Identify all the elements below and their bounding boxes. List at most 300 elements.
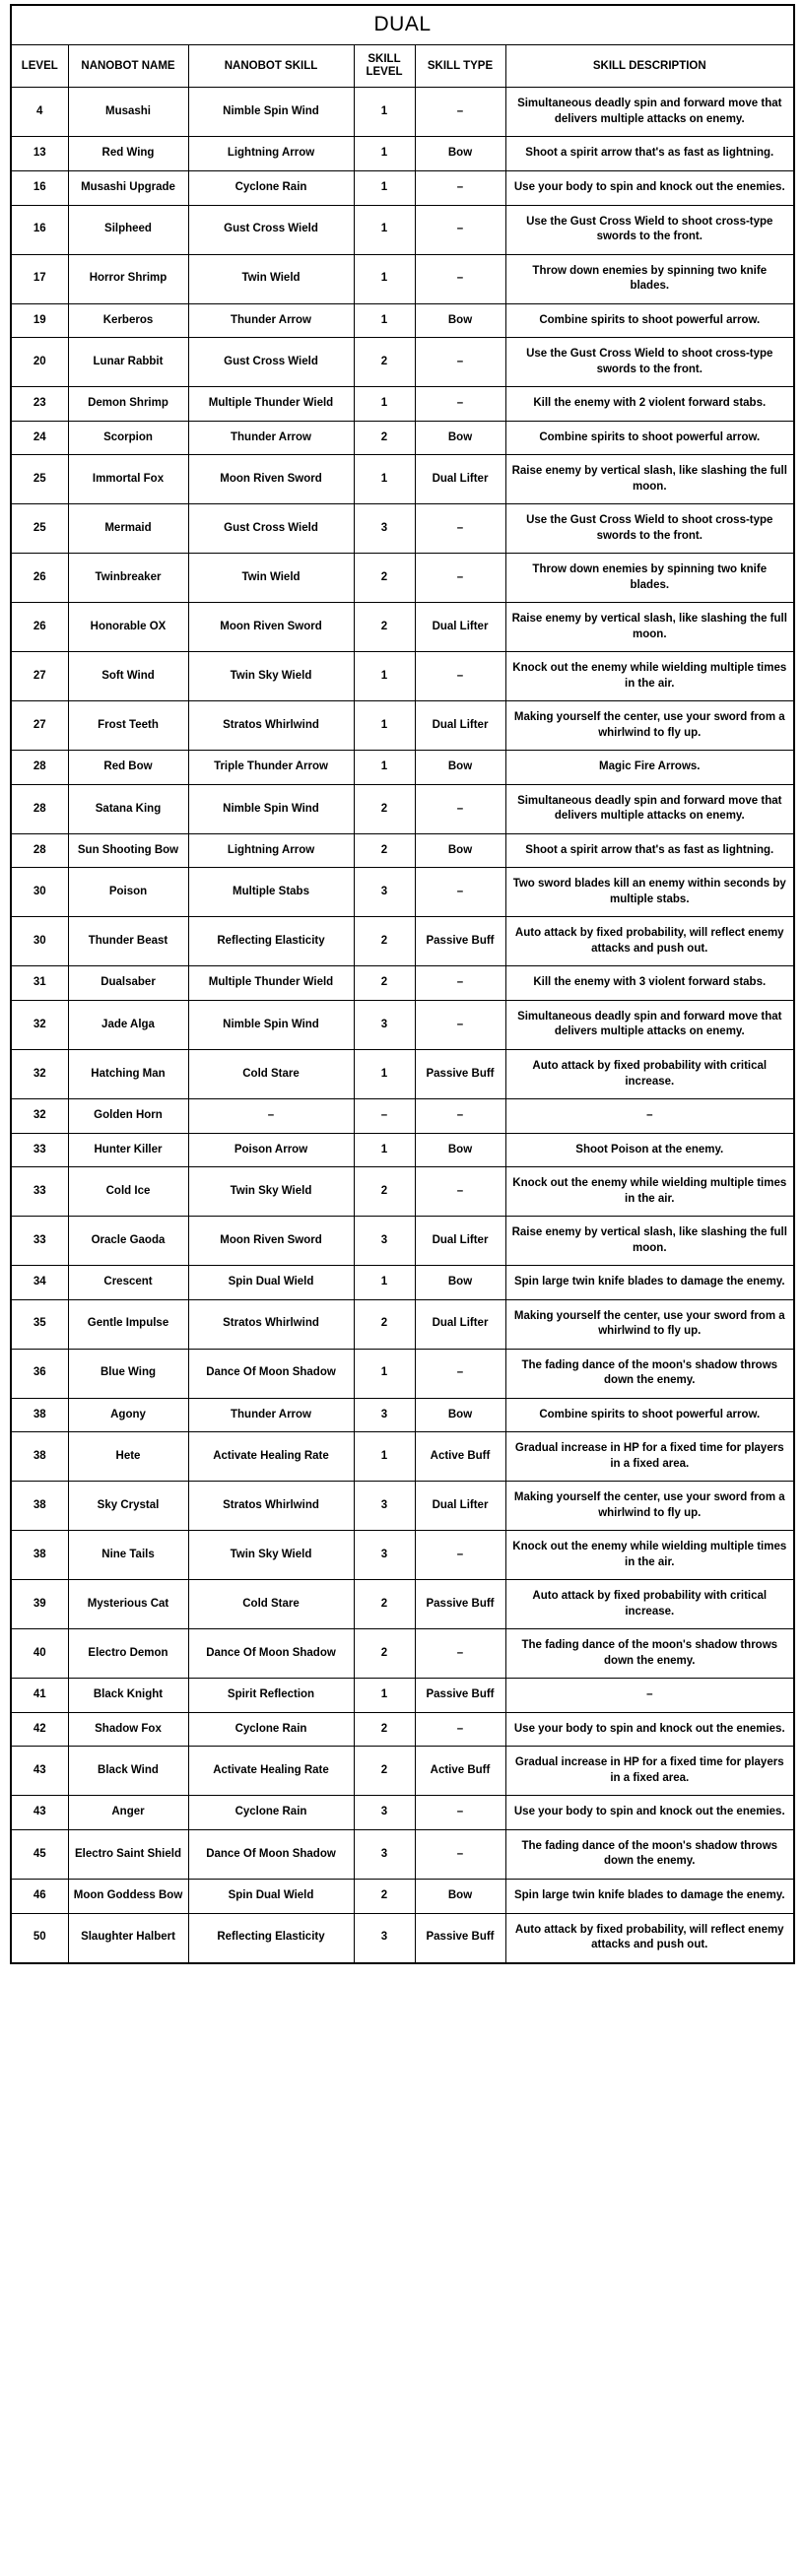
cell-skill-level: 1 (354, 1349, 415, 1398)
cell-nanobot-skill: Twin Sky Wield (188, 1167, 354, 1217)
table-row (11, 88, 794, 137)
cell-level: 26 (11, 554, 68, 603)
cell-nanobot-skill: Twin Sky Wield (188, 1531, 354, 1580)
cell-level: 17 (11, 254, 68, 303)
cell-level: 43 (11, 1747, 68, 1796)
cell-level: 23 (11, 387, 68, 422)
cell-skill-level: 3 (354, 504, 415, 554)
cell-level: 43 (11, 1796, 68, 1830)
cell-nanobot-skill: Lightning Arrow (188, 137, 354, 171)
cell-skill-type: – (415, 1167, 505, 1217)
cell-skill-type: Active Buff (415, 1432, 505, 1482)
cell-skill-type: Bow (415, 1398, 505, 1432)
table-row (11, 1398, 794, 1432)
cell-skill-description: – (505, 1099, 794, 1134)
cell-level: 39 (11, 1580, 68, 1629)
table-row (11, 868, 794, 917)
cell-nanobot-skill: Multiple Thunder Wield (188, 966, 354, 1001)
cell-skill-type: Passive Buff (415, 1050, 505, 1099)
column-header-skill-description: SKILL DESCRIPTION (505, 45, 794, 88)
table-row (11, 1531, 794, 1580)
cell-nanobot-name: Kerberos (68, 303, 188, 338)
cell-skill-type: – (415, 88, 505, 137)
table-row (11, 1580, 794, 1629)
table-body (11, 88, 794, 1963)
cell-level: 28 (11, 751, 68, 785)
cell-level: 41 (11, 1679, 68, 1713)
cell-skill-type: Passive Buff (415, 1580, 505, 1629)
cell-skill-description: – (505, 1679, 794, 1713)
cell-skill-level: 1 (354, 751, 415, 785)
cell-nanobot-name: Hatching Man (68, 1050, 188, 1099)
cell-nanobot-skill: Stratos Whirlwind (188, 1299, 354, 1349)
cell-nanobot-skill: Cyclone Rain (188, 1712, 354, 1747)
cell-skill-level: 3 (354, 1217, 415, 1266)
cell-skill-level: 3 (354, 1796, 415, 1830)
cell-skill-level: 1 (354, 88, 415, 137)
cell-level: 38 (11, 1398, 68, 1432)
table-row (11, 1349, 794, 1398)
cell-level: 31 (11, 966, 68, 1001)
table-row (11, 1879, 794, 1913)
cell-nanobot-name: Golden Horn (68, 1099, 188, 1134)
cell-skill-description: Use the Gust Cross Wield to shoot cross-type swords to the front. (505, 504, 794, 554)
table-row (11, 421, 794, 455)
cell-nanobot-name: Dualsaber (68, 966, 188, 1001)
cell-skill-level: 3 (354, 868, 415, 917)
cell-nanobot-name: Twinbreaker (68, 554, 188, 603)
cell-skill-description: Use the Gust Cross Wield to shoot cross-type swords to the front. (505, 338, 794, 387)
cell-skill-type: – (415, 652, 505, 701)
table-row (11, 387, 794, 422)
cell-nanobot-name: Hunter Killer (68, 1133, 188, 1167)
cell-skill-description: Use your body to spin and knock out the enemies. (505, 170, 794, 205)
cell-nanobot-name: Gentle Impulse (68, 1299, 188, 1349)
cell-nanobot-skill: Cold Stare (188, 1580, 354, 1629)
cell-skill-level: 1 (354, 170, 415, 205)
cell-nanobot-name: Nine Tails (68, 1531, 188, 1580)
nanobot-skill-table (10, 4, 795, 1964)
table-row (11, 303, 794, 338)
cell-nanobot-skill: Multiple Stabs (188, 868, 354, 917)
cell-skill-description: Throw down enemies by spinning two knife blades. (505, 554, 794, 603)
table-row (11, 170, 794, 205)
cell-skill-type: Bow (415, 1266, 505, 1300)
table-row (11, 1482, 794, 1531)
cell-skill-description: Combine spirits to shoot powerful arrow. (505, 303, 794, 338)
cell-nanobot-skill: Activate Healing Rate (188, 1432, 354, 1482)
cell-nanobot-name: Red Wing (68, 137, 188, 171)
cell-skill-level: 2 (354, 966, 415, 1001)
cell-level: 4 (11, 88, 68, 137)
cell-nanobot-skill: Cyclone Rain (188, 170, 354, 205)
table-row (11, 603, 794, 652)
cell-nanobot-name: Immortal Fox (68, 455, 188, 504)
cell-nanobot-skill: – (188, 1099, 354, 1134)
cell-level: 27 (11, 701, 68, 751)
cell-nanobot-skill: Moon Riven Sword (188, 603, 354, 652)
table-row (11, 1000, 794, 1049)
column-header-skill-level: SKILL LEVEL (354, 45, 415, 88)
cell-nanobot-name: Horror Shrimp (68, 254, 188, 303)
table-row (11, 1747, 794, 1796)
cell-skill-description: Knock out the enemy while wielding multiple times in the air. (505, 652, 794, 701)
cell-nanobot-name: Moon Goddess Bow (68, 1879, 188, 1913)
cell-skill-level: 3 (354, 1000, 415, 1049)
cell-skill-level: 1 (354, 1050, 415, 1099)
table-row (11, 1167, 794, 1217)
cell-nanobot-name: Cold Ice (68, 1167, 188, 1217)
cell-skill-type: Dual Lifter (415, 455, 505, 504)
cell-skill-level: 2 (354, 784, 415, 833)
cell-skill-description: Auto attack by fixed probability, will reflect enemy attacks and push out. (505, 917, 794, 966)
cell-skill-level: 2 (354, 421, 415, 455)
cell-skill-type: – (415, 784, 505, 833)
cell-nanobot-skill: Reflecting Elasticity (188, 1913, 354, 1963)
cell-nanobot-name: Oracle Gaoda (68, 1217, 188, 1266)
cell-nanobot-name: Hete (68, 1432, 188, 1482)
cell-nanobot-skill: Twin Wield (188, 554, 354, 603)
cell-nanobot-skill: Poison Arrow (188, 1133, 354, 1167)
cell-nanobot-name: Silpheed (68, 205, 188, 254)
cell-skill-type: – (415, 170, 505, 205)
cell-skill-description: Making yourself the center, use your sword from a whirlwind to fly up. (505, 1482, 794, 1531)
cell-level: 38 (11, 1531, 68, 1580)
cell-nanobot-name: Honorable OX (68, 603, 188, 652)
cell-nanobot-name: Mysterious Cat (68, 1580, 188, 1629)
table-row (11, 1266, 794, 1300)
cell-skill-description: Shoot a spirit arrow that's as fast as lightning. (505, 833, 794, 868)
cell-level: 28 (11, 833, 68, 868)
cell-skill-level: 2 (354, 1712, 415, 1747)
table-row (11, 1133, 794, 1167)
cell-skill-type: Dual Lifter (415, 1299, 505, 1349)
cell-skill-level: 2 (354, 1580, 415, 1629)
cell-skill-level: 1 (354, 254, 415, 303)
cell-skill-description: Auto attack by fixed probability with critical increase. (505, 1050, 794, 1099)
cell-skill-type: – (415, 1099, 505, 1134)
table-row (11, 254, 794, 303)
cell-skill-description: Raise enemy by vertical slash, like slashing the full moon. (505, 1217, 794, 1266)
cell-skill-description: Use the Gust Cross Wield to shoot cross-type swords to the front. (505, 205, 794, 254)
cell-skill-level: 3 (354, 1913, 415, 1963)
cell-skill-type: Bow (415, 137, 505, 171)
cell-skill-level: 2 (354, 554, 415, 603)
cell-skill-description: Knock out the enemy while wielding multiple times in the air. (505, 1531, 794, 1580)
cell-skill-description: Making yourself the center, use your sword from a whirlwind to fly up. (505, 1299, 794, 1349)
cell-nanobot-name: Musashi (68, 88, 188, 137)
cell-nanobot-skill: Activate Healing Rate (188, 1747, 354, 1796)
cell-skill-level: 1 (354, 1432, 415, 1482)
table-row (11, 1629, 794, 1679)
cell-skill-level: 3 (354, 1531, 415, 1580)
table-row (11, 1099, 794, 1134)
table-row (11, 751, 794, 785)
cell-nanobot-name: Sky Crystal (68, 1482, 188, 1531)
cell-level: 40 (11, 1629, 68, 1679)
cell-skill-level: 2 (354, 833, 415, 868)
cell-skill-description: Combine spirits to shoot powerful arrow. (505, 421, 794, 455)
cell-skill-type: Bow (415, 751, 505, 785)
cell-level: 13 (11, 137, 68, 171)
cell-level: 27 (11, 652, 68, 701)
cell-skill-level: 2 (354, 1299, 415, 1349)
cell-nanobot-name: Electro Saint Shield (68, 1829, 188, 1879)
cell-skill-description: Making yourself the center, use your sword from a whirlwind to fly up. (505, 701, 794, 751)
cell-level: 26 (11, 603, 68, 652)
cell-nanobot-skill: Gust Cross Wield (188, 338, 354, 387)
cell-skill-description: Raise enemy by vertical slash, like slashing the full moon. (505, 603, 794, 652)
cell-skill-level: 1 (354, 1266, 415, 1300)
table-row (11, 917, 794, 966)
cell-skill-level: 1 (354, 701, 415, 751)
cell-nanobot-skill: Moon Riven Sword (188, 1217, 354, 1266)
table-row (11, 1829, 794, 1879)
cell-nanobot-skill: Dance Of Moon Shadow (188, 1629, 354, 1679)
cell-nanobot-name: Mermaid (68, 504, 188, 554)
cell-nanobot-name: Crescent (68, 1266, 188, 1300)
cell-skill-level: 1 (354, 455, 415, 504)
cell-skill-type: Active Buff (415, 1747, 505, 1796)
cell-level: 42 (11, 1712, 68, 1747)
cell-nanobot-name: Lunar Rabbit (68, 338, 188, 387)
cell-nanobot-name: Black Knight (68, 1679, 188, 1713)
table-row (11, 137, 794, 171)
cell-skill-level: 1 (354, 652, 415, 701)
table-row (11, 504, 794, 554)
cell-skill-type: – (415, 1796, 505, 1830)
cell-level: 34 (11, 1266, 68, 1300)
table-row (11, 1796, 794, 1830)
table-row (11, 1299, 794, 1349)
cell-nanobot-name: Jade Alga (68, 1000, 188, 1049)
cell-level: 20 (11, 338, 68, 387)
table-row (11, 455, 794, 504)
cell-skill-type: – (415, 1349, 505, 1398)
cell-level: 50 (11, 1913, 68, 1963)
cell-level: 25 (11, 455, 68, 504)
cell-nanobot-skill: Stratos Whirlwind (188, 701, 354, 751)
cell-level: 24 (11, 421, 68, 455)
cell-skill-type: Dual Lifter (415, 1482, 505, 1531)
cell-skill-description: Kill the enemy with 3 violent forward stabs. (505, 966, 794, 1001)
cell-nanobot-skill: Nimble Spin Wind (188, 88, 354, 137)
cell-skill-type: – (415, 1531, 505, 1580)
table-row (11, 966, 794, 1001)
cell-level: 38 (11, 1482, 68, 1531)
cell-nanobot-name: Satana King (68, 784, 188, 833)
cell-skill-description: The fading dance of the moon's shadow throws down the enemy. (505, 1629, 794, 1679)
cell-nanobot-name: Agony (68, 1398, 188, 1432)
cell-skill-type: Bow (415, 421, 505, 455)
cell-nanobot-skill: Thunder Arrow (188, 421, 354, 455)
table-row (11, 338, 794, 387)
cell-nanobot-skill: Multiple Thunder Wield (188, 387, 354, 422)
cell-skill-level: 3 (354, 1398, 415, 1432)
cell-skill-type: Bow (415, 303, 505, 338)
cell-skill-description: Spin large twin knife blades to damage the enemy. (505, 1879, 794, 1913)
cell-skill-level: 2 (354, 1629, 415, 1679)
column-header-level: LEVEL (11, 45, 68, 88)
cell-skill-type: – (415, 1000, 505, 1049)
cell-skill-level: 1 (354, 1679, 415, 1713)
cell-skill-type: Dual Lifter (415, 701, 505, 751)
cell-nanobot-name: Scorpion (68, 421, 188, 455)
cell-skill-type: – (415, 966, 505, 1001)
cell-nanobot-skill: Cold Stare (188, 1050, 354, 1099)
cell-nanobot-skill: Reflecting Elasticity (188, 917, 354, 966)
table-row (11, 205, 794, 254)
table-row (11, 701, 794, 751)
table-row (11, 652, 794, 701)
table-row (11, 833, 794, 868)
page-title: DUAL (11, 5, 794, 45)
cell-skill-level: – (354, 1099, 415, 1134)
cell-skill-level: 2 (354, 1747, 415, 1796)
cell-skill-type: – (415, 1829, 505, 1879)
column-header-row (11, 45, 794, 88)
cell-skill-level: 1 (354, 303, 415, 338)
cell-level: 25 (11, 504, 68, 554)
cell-nanobot-name: Anger (68, 1796, 188, 1830)
column-header-skill-type: SKILL TYPE (415, 45, 505, 88)
cell-skill-level: 2 (354, 603, 415, 652)
table-row (11, 1217, 794, 1266)
cell-nanobot-name: Red Bow (68, 751, 188, 785)
cell-skill-level: 2 (354, 1167, 415, 1217)
cell-skill-level: 3 (354, 1482, 415, 1531)
cell-level: 35 (11, 1299, 68, 1349)
cell-level: 46 (11, 1879, 68, 1913)
cell-skill-type: Bow (415, 833, 505, 868)
cell-skill-description: Auto attack by fixed probability, will reflect enemy attacks and push out. (505, 1913, 794, 1963)
cell-nanobot-skill: Dance Of Moon Shadow (188, 1349, 354, 1398)
cell-skill-type: – (415, 504, 505, 554)
cell-skill-description: Use your body to spin and knock out the enemies. (505, 1796, 794, 1830)
column-header-nanobot-name: NANOBOT NAME (68, 45, 188, 88)
table-row (11, 1679, 794, 1713)
cell-skill-description: Gradual increase in HP for a fixed time for players in a fixed area. (505, 1747, 794, 1796)
cell-skill-description: Simultaneous deadly spin and forward move that delivers multiple attacks on enemy. (505, 88, 794, 137)
cell-skill-description: Combine spirits to shoot powerful arrow. (505, 1398, 794, 1432)
cell-skill-type: Bow (415, 1879, 505, 1913)
cell-nanobot-name: Slaughter Halbert (68, 1913, 188, 1963)
cell-nanobot-skill: Twin Wield (188, 254, 354, 303)
cell-skill-description: Two sword blades kill an enemy within seconds by multiple stabs. (505, 868, 794, 917)
cell-skill-type: – (415, 868, 505, 917)
cell-skill-level: 1 (354, 387, 415, 422)
cell-level: 30 (11, 868, 68, 917)
cell-nanobot-skill: Gust Cross Wield (188, 504, 354, 554)
cell-nanobot-skill: Dance Of Moon Shadow (188, 1829, 354, 1879)
cell-nanobot-name: Electro Demon (68, 1629, 188, 1679)
cell-level: 28 (11, 784, 68, 833)
cell-skill-description: Spin large twin knife blades to damage the enemy. (505, 1266, 794, 1300)
cell-skill-description: Magic Fire Arrows. (505, 751, 794, 785)
cell-skill-type: – (415, 254, 505, 303)
cell-nanobot-skill: Twin Sky Wield (188, 652, 354, 701)
cell-nanobot-name: Thunder Beast (68, 917, 188, 966)
cell-nanobot-name: Sun Shooting Bow (68, 833, 188, 868)
skill-table-wrapper (10, 4, 793, 1964)
cell-nanobot-name: Demon Shrimp (68, 387, 188, 422)
cell-level: 32 (11, 1099, 68, 1134)
cell-skill-description: Simultaneous deadly spin and forward move that delivers multiple attacks on enemy. (505, 1000, 794, 1049)
cell-skill-description: The fading dance of the moon's shadow throws down the enemy. (505, 1829, 794, 1879)
cell-nanobot-name: Shadow Fox (68, 1712, 188, 1747)
cell-skill-type: Passive Buff (415, 1913, 505, 1963)
table-row (11, 1913, 794, 1963)
cell-skill-level: 3 (354, 1829, 415, 1879)
cell-skill-type: – (415, 1712, 505, 1747)
cell-nanobot-skill: Spirit Reflection (188, 1679, 354, 1713)
cell-level: 45 (11, 1829, 68, 1879)
cell-skill-description: Raise enemy by vertical slash, like slashing the full moon. (505, 455, 794, 504)
table-row (11, 784, 794, 833)
cell-nanobot-skill: Cyclone Rain (188, 1796, 354, 1830)
cell-nanobot-skill: Stratos Whirlwind (188, 1482, 354, 1531)
cell-skill-level: 1 (354, 137, 415, 171)
cell-skill-type: Passive Buff (415, 917, 505, 966)
cell-skill-type: Bow (415, 1133, 505, 1167)
cell-skill-type: – (415, 338, 505, 387)
cell-level: 16 (11, 205, 68, 254)
table-row (11, 1712, 794, 1747)
cell-level: 33 (11, 1217, 68, 1266)
cell-nanobot-name: Musashi Upgrade (68, 170, 188, 205)
cell-skill-description: Shoot a spirit arrow that's as fast as lightning. (505, 137, 794, 171)
cell-skill-type: Dual Lifter (415, 1217, 505, 1266)
cell-level: 16 (11, 170, 68, 205)
table-row (11, 1432, 794, 1482)
cell-skill-description: Use your body to spin and knock out the enemies. (505, 1712, 794, 1747)
cell-level: 33 (11, 1167, 68, 1217)
cell-skill-description: Auto attack by fixed probability with critical increase. (505, 1580, 794, 1629)
table-row (11, 554, 794, 603)
cell-skill-type: Passive Buff (415, 1679, 505, 1713)
cell-nanobot-name: Blue Wing (68, 1349, 188, 1398)
cell-nanobot-skill: Thunder Arrow (188, 303, 354, 338)
cell-nanobot-skill: Thunder Arrow (188, 1398, 354, 1432)
cell-skill-type: – (415, 1629, 505, 1679)
cell-skill-level: 2 (354, 1879, 415, 1913)
cell-level: 36 (11, 1349, 68, 1398)
cell-nanobot-skill: Lightning Arrow (188, 833, 354, 868)
cell-level: 32 (11, 1050, 68, 1099)
cell-nanobot-skill: Spin Dual Wield (188, 1879, 354, 1913)
cell-skill-level: 1 (354, 205, 415, 254)
cell-skill-level: 1 (354, 1133, 415, 1167)
table-row (11, 1050, 794, 1099)
cell-nanobot-name: Soft Wind (68, 652, 188, 701)
cell-skill-level: 2 (354, 338, 415, 387)
cell-level: 30 (11, 917, 68, 966)
cell-skill-description: Shoot Poison at the enemy. (505, 1133, 794, 1167)
cell-skill-description: Gradual increase in HP for a fixed time for players in a fixed area. (505, 1432, 794, 1482)
cell-level: 33 (11, 1133, 68, 1167)
cell-nanobot-name: Frost Teeth (68, 701, 188, 751)
cell-skill-description: Kill the enemy with 2 violent forward stabs. (505, 387, 794, 422)
cell-skill-description: Knock out the enemy while wielding multiple times in the air. (505, 1167, 794, 1217)
cell-skill-type: – (415, 387, 505, 422)
cell-skill-description: Throw down enemies by spinning two knife blades. (505, 254, 794, 303)
cell-nanobot-skill: Triple Thunder Arrow (188, 751, 354, 785)
cell-nanobot-name: Black Wind (68, 1747, 188, 1796)
cell-skill-type: Dual Lifter (415, 603, 505, 652)
title-row (11, 5, 794, 45)
cell-skill-type: – (415, 205, 505, 254)
cell-nanobot-skill: Spin Dual Wield (188, 1266, 354, 1300)
